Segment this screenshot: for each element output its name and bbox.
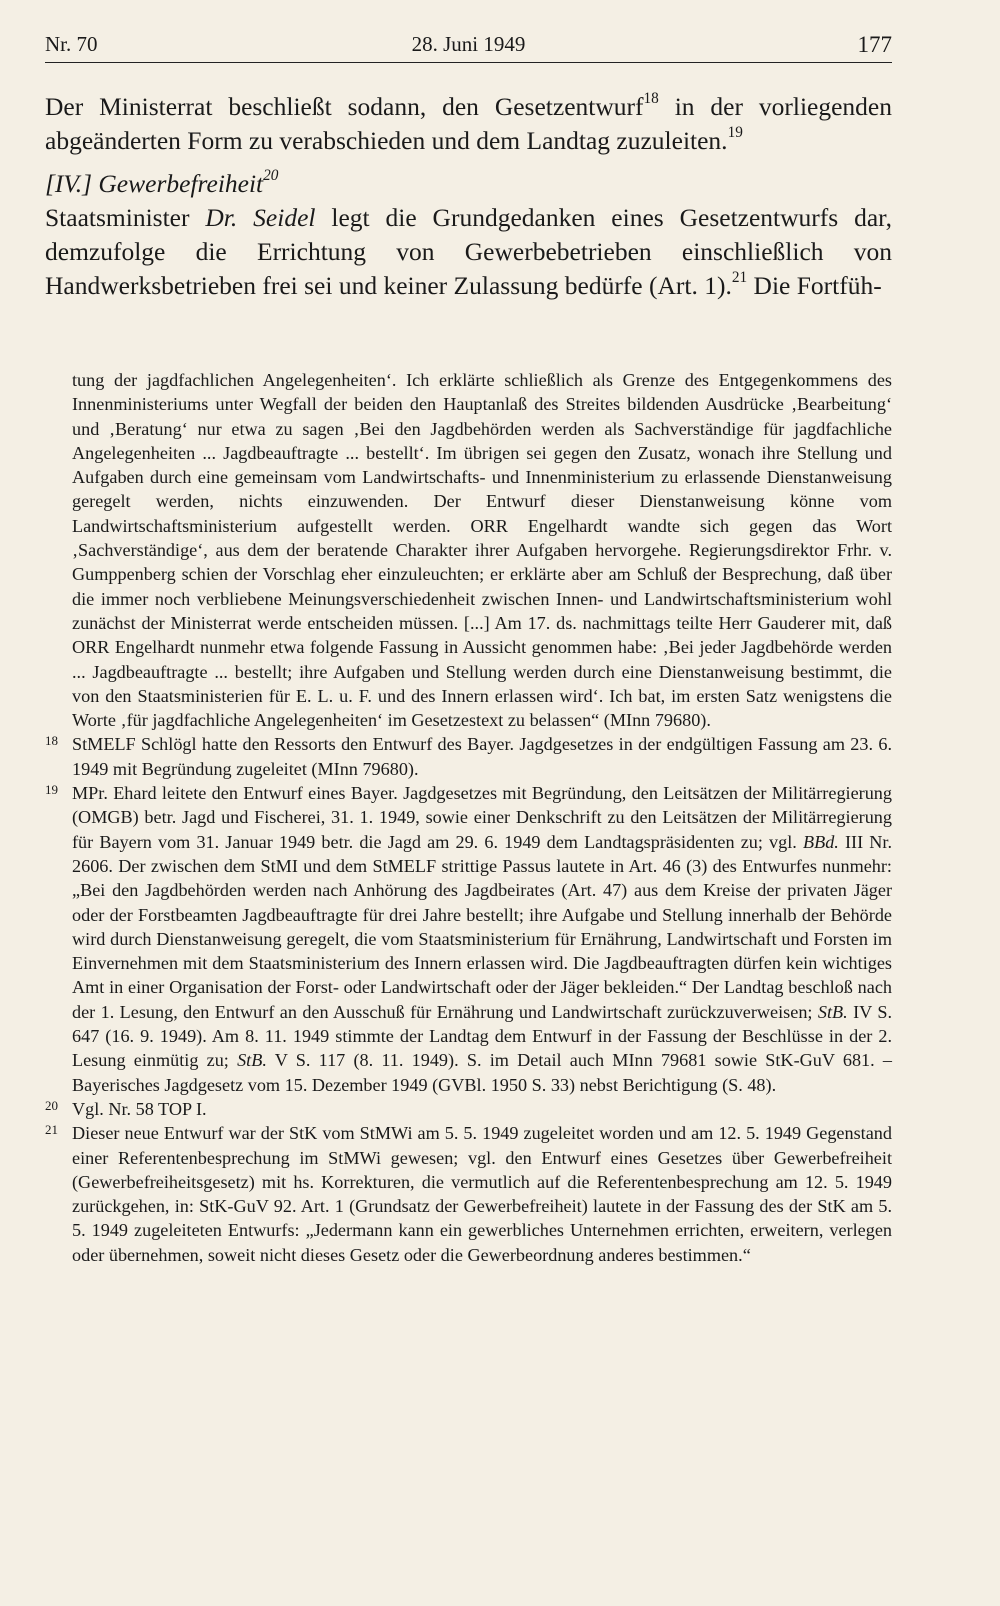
document-date: 28. Juni 1949 bbox=[411, 32, 526, 56]
footnote-ref-18[interactable]: 18 bbox=[643, 90, 659, 108]
footnote-text-part: V S. 117 (8. 11. 1949). S. im Detail auch MInn 79681 sowie StK-GuV 681. – Bayerisches Jagdgesetz vom 15. Dezember 1949 (GVBl. 1950 S. 33) nebst Berichtigung (S. 48). bbox=[72, 1050, 892, 1095]
citation-abbrev: StB. bbox=[237, 1050, 267, 1071]
footnote-ref-20[interactable]: 20 bbox=[263, 167, 279, 185]
footnote-text-part: IV S. 647 (16. 9. 1949). Am 8. 11. 1949 stimmte der Landtag dem Entwurf in der Fassung der Beschlüsse in der 2. Lesung einmütig zu; bbox=[72, 1001, 892, 1071]
footnote-number: 18 bbox=[45, 733, 58, 749]
footnote-text-part: MPr. Ehard leitete den Entwurf eines Bayer. Jagdgesetzes mit Begründung, den Leitsätzen der Militärregierung (OMGB) betr. Jagd und Fischerei, 31. 1. 1949, sowie einer Denkschrift zu den Leitsätzen der Militärregierung für Bayern vom 31. Januar 1949 betr. die Jagd am 29. 6. 1949 dem Landtagspräsidenten zu; vgl. bbox=[72, 783, 892, 852]
paragraph-text: legt die Grundgedanken eines Gesetzentwurfs dar, demzufolge die Errichtung von Gewerbebetrieben einschließlich von Handwerksbetrieben frei sei und keiner Zulassung bedürfe (Art. 1). bbox=[45, 203, 893, 300]
paragraph-text: Der Ministerrat beschließt sodann, den Gesetzentwurf bbox=[45, 92, 644, 121]
footnote-20 bbox=[45, 1097, 892, 1121]
footnote-text bbox=[72, 781, 892, 1097]
section-title: Gewerbefreiheit bbox=[92, 169, 264, 198]
footnote-number: 19 bbox=[45, 782, 58, 798]
footnote-text: StMELF Schlögl hatte den Ressorts den Entwurf des Bayer. Jagdgesetzes in der endgültigen Fassung am 23. 6. 1949 mit Begründung zugeleitet (MInn 79680). bbox=[72, 734, 892, 779]
footnote-ref-19[interactable]: 19 bbox=[727, 124, 743, 142]
footnote-continuation: tung der jagdfachlichen Angelegenheiten‘. Ich erklärte schließlich als Grenze des Entgegenkommens des Innenministeriums unter Wegfall der beiden den Hauptanlaß des Streites bildenden Ausdrücke ‚Bearbeitung‘ und ‚Beratung‘ nur etwa zu sagen ‚Bei den Jagdbehörden werden als Sachverständige für jagdfachliche Angelegenheiten ... Jagdbeauftragte ... bestellt‘. Im übrigen sei gegen den Zusatz, wonach ihre Stellung und Aufgaben durch eine gemeinsam vom Landwirtschafts- und Innenministerium zu erlassende Dienstanweisung geregelt werden, nichts einzuwenden. Der Entwurf dieser Dienstanweisung könne vom Landwirtschaftsministerium aufgestellt werden. ORR Engelhardt wandte sich gegen das Wort ‚Sachverständige‘, aus dem der beratende Charakter ihrer Aufgaben hervorgehe. Regierungsdirektor Frhr. v. Gumppenberg schien der Vorschlag eher einzuleuchten; er erklärte aber am Schluß der Besprechung, daß über die immer noch verbliebene Meinungsverschiedenheit zwischen Innen- und Landwirtschaftsministerium wohl zunächst der Ministerrat werde entscheiden müssen. [...] Am 17. ds. nachmittags teilte Herr Gauderer mit, daß ORR Engelhardt nunmehr etwa folgende Fassung in Aussicht genommen habe: ‚Bei jeder Jagdbehörde werden ... Jagdbeauftragte ... bestellt; ihre Aufgaben und Stellung werden durch eine Dienstanweisung bestimmt, die von den Staatsministerien für E. L. u. F. und des Innern erlassen wird‘. Ich bat, im ersten Satz wenigstens die Worte ‚für jagdfachliche Angelegenheiten‘ im Gesetzestext zu belassen“ (MInn 79680). bbox=[72, 370, 892, 731]
footnotes bbox=[45, 368, 892, 1267]
citation-abbrev: BBd. bbox=[802, 831, 839, 852]
footnote-18 bbox=[45, 732, 892, 781]
footnote-ref-21[interactable]: 21 bbox=[731, 269, 748, 287]
document-number: Nr. 70 bbox=[45, 32, 98, 56]
citation-abbrev: StB. bbox=[817, 1001, 848, 1022]
paragraph-decision bbox=[45, 90, 892, 158]
footnote-19 bbox=[45, 781, 892, 1097]
footnote-text-part: III Nr. 2606. Der zwischen dem StMI und dem StMELF strittige Passus lautete in Art. 46 (3) des Entwurfes nunmehr: „Bei den Jagdbehörden werden nach Anhörung des Jagdbeirates (Art. 47) aus dem Kreise der privaten Jäger oder der Forstbeamten Jagdbeauftragte für drei Jahre bestellt; ihre Aufgabe und Stellung innerhalb der Behörde wird durch Dienstanweisung geregelt, die vom Staatsministerium für Ernährung, Landwirtschaft und Forsten im Einvernehmen mit dem Staatsministerium des Innern erlassen wird. Die Jagdbeauftragten dürfen kein wichtiges Amt in einer Organisation der Forst- oder Landwirtschaft oder der Jäger bekleiden.“ Der Landtag beschloß nach der 1. Lesung, den Entwurf an den Ausschuß für Ernährung und Landwirtschaft zurückzuverweisen; bbox=[72, 831, 893, 1022]
paragraph-text: Staatsminister bbox=[45, 203, 206, 232]
footnote-text: Vgl. Nr. 58 TOP I. bbox=[72, 1098, 207, 1119]
footnote-number: 21 bbox=[45, 1122, 58, 1138]
section-heading bbox=[45, 167, 892, 201]
running-header bbox=[45, 28, 892, 63]
footnote-21 bbox=[45, 1121, 892, 1267]
main-text bbox=[45, 90, 892, 303]
paragraph-text: Die Fortfüh- bbox=[747, 271, 882, 300]
footnote-text: Dieser neue Entwurf war der StK vom StMWi am 5. 5. 1949 zugeleitet worden und am 12. 5. 1949 Gegenstand einer Referentenbesprechung im StMWi gewesen; vgl. den Entwurf eines Gesetzes über Gewerbefreiheit (Gewerbefreiheitsgesetz) mit hs. Korrekturen, die vermutlich auf die Referentenbesprechung am 12. 5. 1949 zurückgehen, in: StK-GuV 92. Art. 1 (Grundsatz der Gewerbefreiheit) lautete in der Fassung des der StK am 5. 5. 1949 zugeleiteten Entwurfs: „Jedermann kann ein gewerbliches Unternehmen errichten, erweitern, verlegen oder übernehmen, soweit nicht dieses Gesetz oder die Gewerbeordnung anderes bestimmen.“ bbox=[72, 1123, 892, 1265]
paragraph-text: in der vorliegenden abgeänderten Form zu verabschieden und dem Landtag zuzuleiten. bbox=[45, 92, 892, 155]
footnote-number: 20 bbox=[45, 1097, 58, 1113]
paragraph-seidel bbox=[45, 201, 892, 303]
section-number: [IV.] bbox=[45, 169, 93, 198]
page-number: 177 bbox=[857, 32, 892, 57]
person-name: Dr. Seidel bbox=[205, 203, 316, 232]
